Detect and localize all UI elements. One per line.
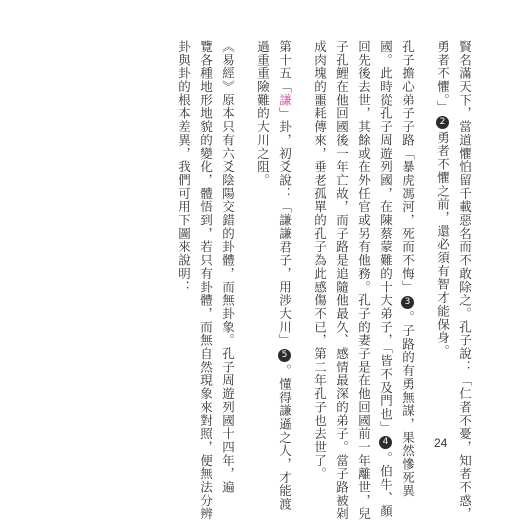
text-column xyxy=(256,40,269,187)
text-column xyxy=(379,40,392,518)
text-segment: 。懂得謙遜之人，才能渡 xyxy=(277,364,293,511)
text-column xyxy=(313,40,326,481)
text-column xyxy=(221,40,234,494)
text-segment: 孔子擔心弟子子路「暴虎馮河，死而不悔」 xyxy=(400,40,416,294)
text-segment: 勇者不懼之前，還必須有智才能保身。 xyxy=(435,130,451,358)
text-segment: 覽各種地形地貌的變化，體悟到，若只有卦體，而無自然現象來對照，便無法分辨 xyxy=(198,40,214,521)
text-segment: 過重重險難的大川之阻。 xyxy=(255,40,271,187)
text-segment: 國。此時從孔子周遊列國，在陳蔡蒙難的十大弟子，「皆不及門也」 xyxy=(378,40,394,435)
text-segment: 。伯牛、顏 xyxy=(378,451,394,518)
text-segment: 成肉塊的噩耗傳來，垂老孤單的孔子為此感傷不已，第二年孔子也去世了。 xyxy=(312,40,328,481)
footnote-marker: 2 xyxy=(436,116,449,129)
text-column xyxy=(401,40,414,498)
highlighted-character: 謙 xyxy=(277,93,293,107)
page-number: 24 xyxy=(434,436,448,450)
footnote-marker: 4 xyxy=(379,436,392,449)
text-segment: 。子路的有勇無謀，果然慘死異 xyxy=(400,310,416,498)
text-column xyxy=(199,40,212,521)
text-segment: 子孔鯉在他回國後一年亡故，而子路是追隨他最久、感情最深的弟子。當子路被剁 xyxy=(334,40,350,521)
text-segment: 賢名滿天下，當道懼怕留千載惡名而不敢除之。孔子說：「仁者不憂，知者不惑， xyxy=(457,40,473,521)
footnote-marker: 5 xyxy=(278,349,291,362)
text-column xyxy=(436,40,449,358)
text-segment: 」卦，初爻說：「謙謙君子，用涉大川」 xyxy=(277,106,293,348)
text-segment: 回先後去世，其餘或在外任官或另有他務。孔子的妻子是在他回國前一年離世，兒 xyxy=(356,40,372,521)
text-segment: 勇者不懼。」 xyxy=(435,40,451,114)
text-column xyxy=(177,40,190,294)
text-column xyxy=(357,40,370,521)
text-column xyxy=(278,40,291,511)
text-segment: 《易經》原本只有六爻陰陽交錯的卦體，而無卦象。孔子周遊列國十四年，遍 xyxy=(220,40,236,494)
text-column xyxy=(335,40,348,521)
text-column xyxy=(458,40,471,521)
text-segment: 第十五「 xyxy=(277,40,293,94)
footnote-marker: 3 xyxy=(401,296,414,309)
text-segment: 卦與卦的根本差異，我們可用下圖來說明： xyxy=(176,40,192,294)
